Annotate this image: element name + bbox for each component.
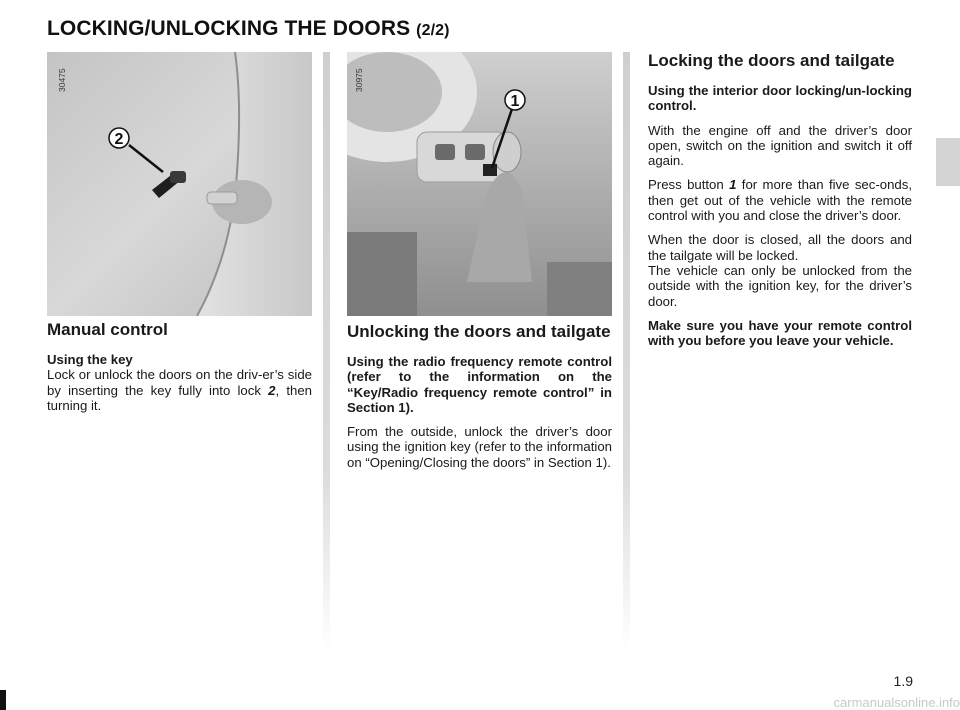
button-text-end: for more than five sec-onds, then get out of the vehicle with the remote control with you and close the driver’s door. <box>648 177 913 224</box>
column-unlocking <box>347 322 612 479</box>
button-ref: 1 <box>729 177 737 193</box>
subheading-using-key: Using the key <box>47 352 133 367</box>
column-manual-control <box>47 320 312 422</box>
locking-result-text <box>648 232 912 308</box>
door-key-lock-photo <box>47 52 312 316</box>
watermark: carmanualsonline.info <box>833 695 960 710</box>
dashboard-illustration <box>347 52 612 316</box>
page-title-suffix: (2/2) <box>416 22 450 39</box>
locking-button-text <box>648 177 912 223</box>
corner-mark <box>0 690 6 710</box>
heading-manual-control: Manual control <box>47 320 168 339</box>
section-side-tab <box>936 138 960 186</box>
column-locking <box>648 51 912 357</box>
locking-control-note: Using the interior door locking/un-locking control. <box>648 83 912 114</box>
locking-result-line1: When the door is closed, all the doors and the tailgate will be locked. <box>648 232 912 263</box>
image-ref-number: 30975 <box>354 68 364 92</box>
image-ref-number: 30475 <box>57 68 67 92</box>
locking-ignition-text: With the engine off and the driver’s door open, switch on the ignition and switch it off again. <box>648 122 912 169</box>
unlocking-key-text: From the outside, unlock the driver’s door using the ignition key (refer to the information on “Opening/Closing the doors” in Section 1). <box>347 424 612 470</box>
manual-control-body-end: , then turning it. <box>47 382 312 413</box>
callout-1-label: 1 <box>510 93 520 110</box>
manual-control-text <box>47 352 312 413</box>
dashboard-gear-lever-photo <box>347 52 612 316</box>
page-number: 1.9 <box>893 673 913 689</box>
page-title-text: LOCKING/UNLOCKING THE DOORS <box>47 17 411 40</box>
lock-ref: 2 <box>268 382 276 398</box>
locking-result-line2: The vehicle can only be unlocked from the outside with the ignition key, for the driver’s door. <box>648 262 912 309</box>
manual-control-body: Lock or unlock the doors on the driv-er’s side by inserting the key fully into lock <box>47 367 312 398</box>
column-separator-1 <box>323 52 330 652</box>
button-text-start: Press button <box>648 177 730 193</box>
unlocking-remote-note: Using the radio frequency remote control (refer to the information on the “Key/Radio frequency remote control” in Section 1). <box>347 354 612 415</box>
heading-locking: Locking the doors and tailgate <box>648 51 895 70</box>
callout-2-label: 2 <box>114 131 124 148</box>
page-title <box>47 17 450 41</box>
heading-unlocking: Unlocking the doors and tailgate <box>347 322 611 341</box>
remote-reminder: Make sure you have your remote control with you before you leave your vehicle. <box>648 317 912 349</box>
door-key-lock-illustration <box>47 52 312 316</box>
column-separator-2 <box>623 52 630 652</box>
